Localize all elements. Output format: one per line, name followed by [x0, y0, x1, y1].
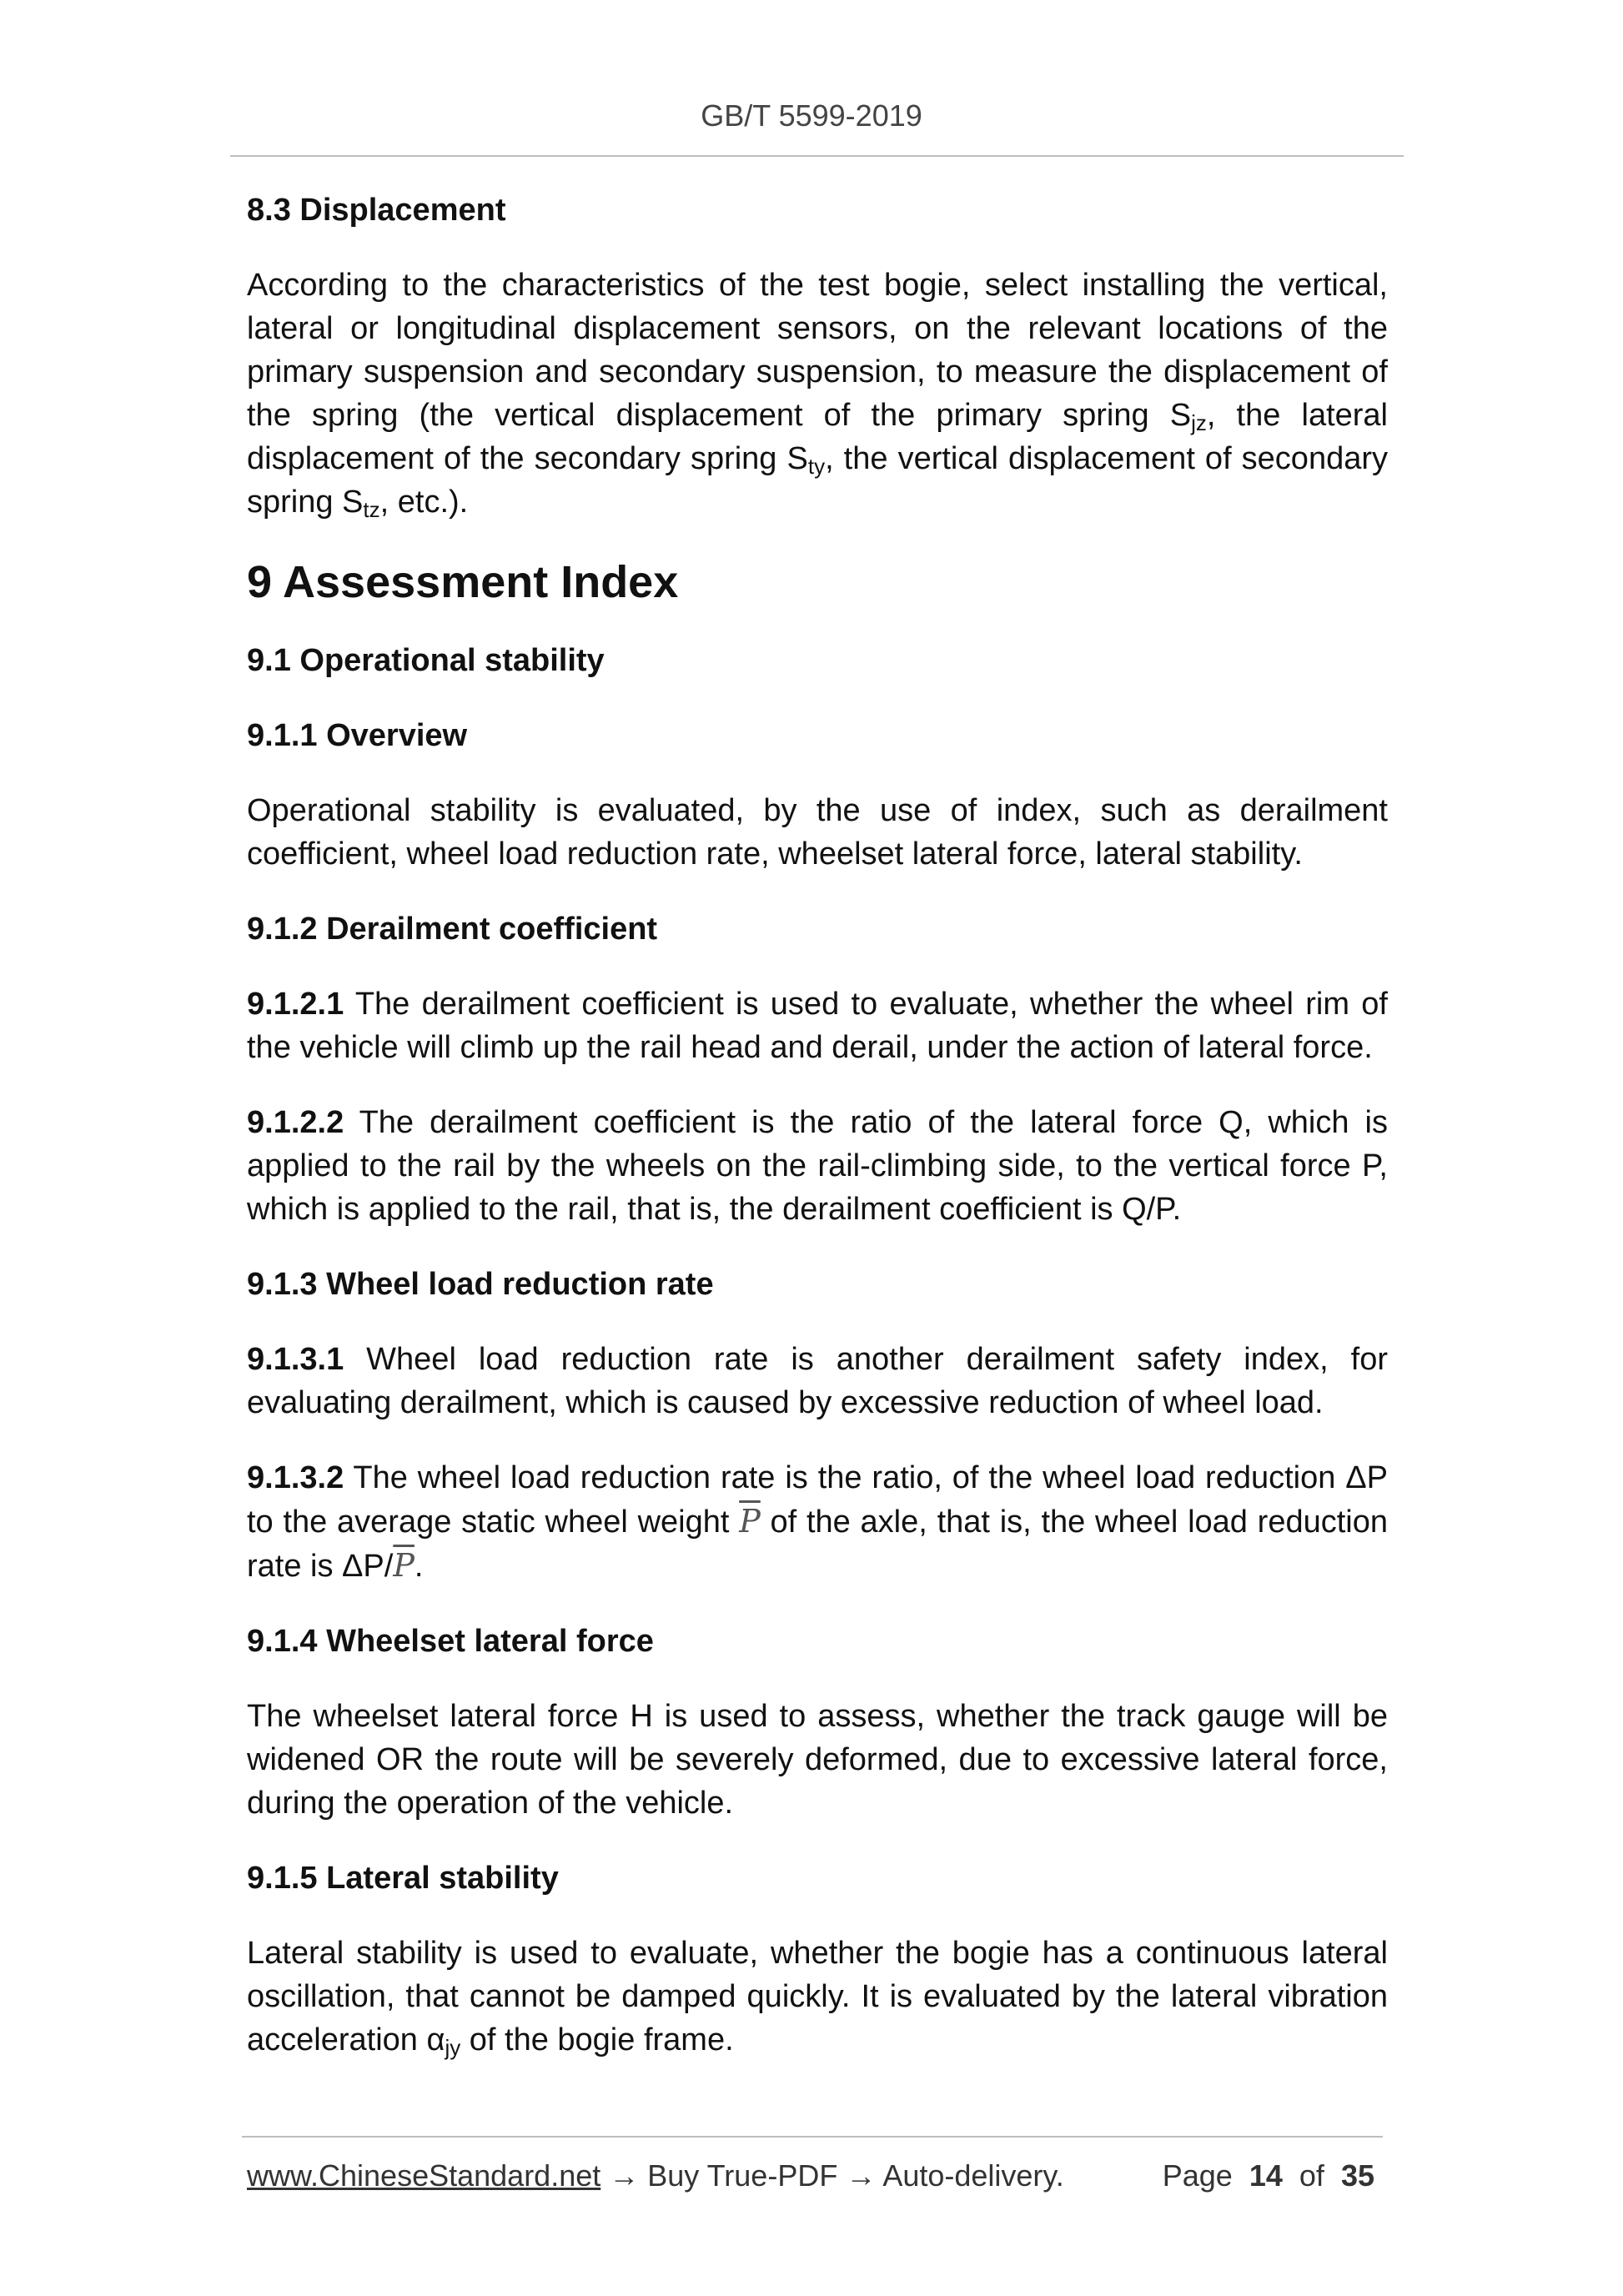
footer-promo: → Buy True-PDF → Auto-delivery.	[600, 2158, 1064, 2193]
paragraph-overview: Operational stability is evaluated, by the use of index, such as derailment coefficient, wheel load reduction rate, wheelset lateral force, lateral stability.	[247, 793, 1388, 872]
section-heading-9-1: 9.1 Operational stability	[247, 643, 605, 678]
page-header: GB/T 5599-2019	[701, 98, 922, 133]
chapter-heading-9: 9 Assessment Index	[247, 557, 679, 607]
paragraph-wheelset-lateral-force: The wheelset lateral force H is used to assess, whether the track gauge will be widened OR the route will be severely deformed, due to excessive lateral force, during the operation of the vehicle.	[247, 1699, 1388, 1821]
section-heading-9-1-3: 9.1.3 Wheel load reduction rate	[247, 1267, 714, 1302]
section-heading-9-1-2: 9.1.2 Derailment coefficient	[247, 912, 658, 947]
website-link[interactable]: www.ChineseStandard.net	[247, 2158, 601, 2193]
p-bar-symbol: $\overline{P}$	[739, 1503, 761, 1540]
section-heading-9-1-1: 9.1.1 Overview	[247, 718, 468, 753]
p-bar-symbol: $\overline{P}$	[393, 1547, 415, 1584]
paragraph-lateral-stability: Lateral stability is used to evaluate, whether the bogie has a continuous lateral oscillation, that cannot be damped quickly. It is evaluated by the lateral vibration acceleration $\alpha_{jy}$ of the bogie frame.	[247, 1936, 1388, 2060]
header-rule	[230, 155, 1404, 157]
clause-9-1-3-2: 9.1.3.2 The wheel load reduction rate is the ratio, of the wheel load reduction ΔP to the average static wheel weight $\overline{P}$ of the axle, that is, the wheel load reduction rate is $\Delta P/\overline{P}$.	[247, 1460, 1388, 1584]
footer-rule	[242, 2136, 1383, 2138]
paragraph-displacement: According to the characteristics of the test bogie, select installing the vertical, lateral or longitudinal displacement sensors, on the relevant locations of the primary suspension and secondary suspension, to measure the displacement of the spring (the vertical displacement of the primary spring $S_{jz}$, the lateral displacement of the secondary spring $S_{ty}$, the vertical displacement of secondary spring $S_{tz}$, etc.).	[247, 268, 1388, 522]
section-heading-9-1-4: 9.1.4 Wheelset lateral force	[247, 1624, 654, 1659]
section-heading-8-3: 8.3 Displacement	[247, 193, 506, 228]
section-heading-9-1-5: 9.1.5 Lateral stability	[247, 1861, 559, 1896]
clause-9-1-2-2: 9.1.2.2 The derailment coefficient is the ratio of the lateral force Q, which is applied to the rail by the wheels on the rail-climbing side, to the vertical force P, which is applied to the rail, that is, the derailment coefficient is Q/P.	[247, 1105, 1388, 1227]
clause-9-1-2-1: 9.1.2.1 The derailment coefficient is used to evaluate, whether the wheel rim of the vehicle will climb up the rail head and derail, under the action of lateral force.	[247, 987, 1388, 1065]
page-footer	[247, 2158, 1386, 2193]
clause-9-1-3-1: 9.1.3.1 Wheel load reduction rate is another derailment safety index, for evaluating derailment, which is caused by excessive reduction of wheel load.	[247, 1342, 1388, 1420]
page-content	[247, 188, 1388, 2062]
page-number: Page 14 of 35	[1162, 2158, 1374, 2193]
